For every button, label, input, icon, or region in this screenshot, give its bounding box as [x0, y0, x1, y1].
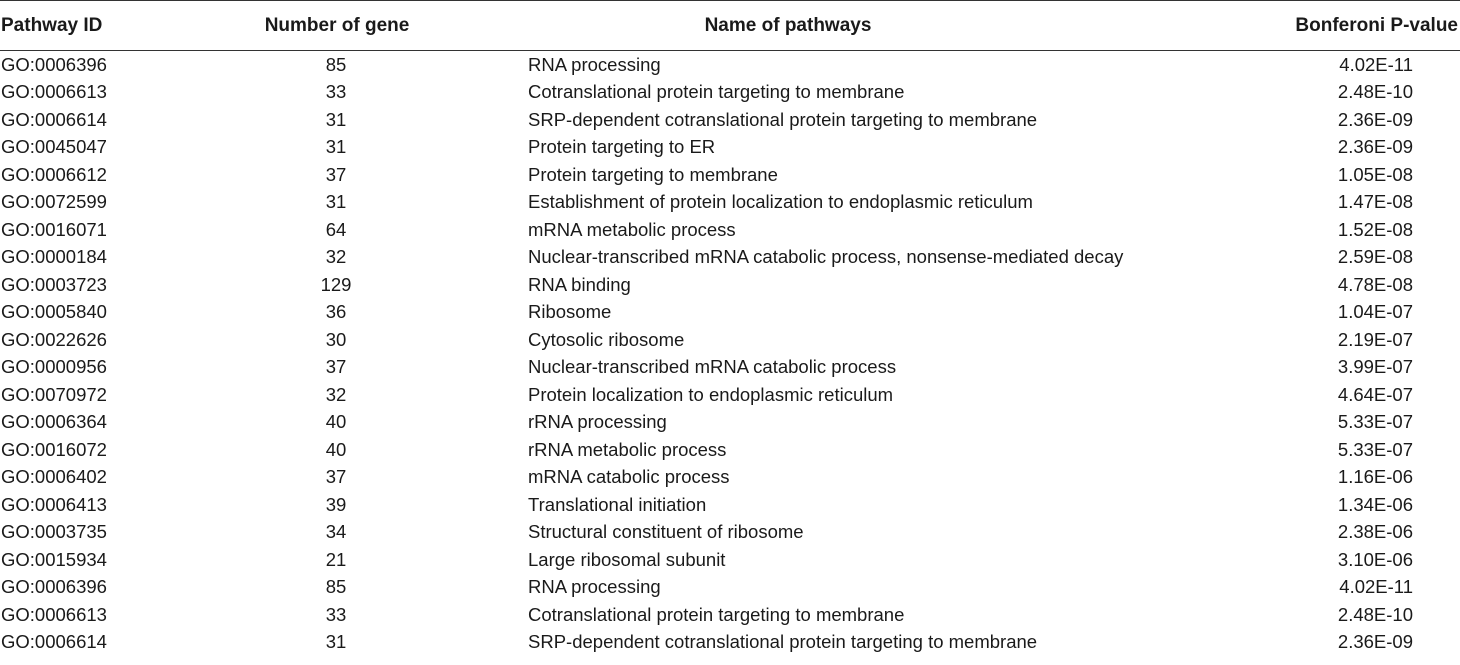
table-row [0, 381, 1460, 409]
pathway-name-cell: Nuclear-transcribed mRNA catabolic process [528, 356, 897, 378]
gene-count-cell: 34 [325, 521, 347, 543]
gene-count-cell: 32 [325, 383, 347, 405]
pathway-name-cell: Cytosolic ribosome [528, 328, 685, 350]
pathway-id-cell: GO:0003723 [1, 273, 107, 295]
table-header [0, 1, 1460, 51]
header-name-of-pathways: Name of pathways [460, 1, 1060, 51]
p-value-cell: 2.36E-09 [1337, 631, 1413, 653]
pathway-id-cell: GO:0006402 [1, 466, 107, 488]
pathway-name-cell: RNA binding [528, 273, 631, 295]
pathway-id-cell: GO:0006413 [1, 493, 107, 515]
header-bonferroni-p-value: Bonferoni P-value [1060, 1, 1460, 51]
p-value-cell: 5.33E-07 [1337, 438, 1413, 460]
table-row [0, 518, 1460, 546]
table-row [0, 353, 1460, 381]
gene-count-cell: 40 [325, 411, 347, 433]
gene-count-cell: 33 [325, 81, 347, 103]
table-row [0, 106, 1460, 134]
table-row [0, 216, 1460, 244]
pathway-id-cell: GO:0015934 [1, 548, 107, 570]
p-value-cell: 2.48E-10 [1337, 603, 1413, 625]
p-value-cell: 4.02E-11 [1339, 576, 1413, 598]
pathway-id-cell: GO:0016071 [1, 218, 107, 240]
pathway-id-cell: GO:0006613 [1, 603, 107, 625]
header-row [0, 1, 1460, 51]
pathway-name-cell: Protein targeting to ER [528, 136, 716, 158]
p-value-cell: 1.04E-07 [1337, 301, 1413, 323]
p-value-cell: 4.02E-11 [1339, 54, 1413, 75]
gene-count-cell: 31 [325, 191, 347, 213]
pathway-id-cell: GO:0022626 [1, 328, 107, 350]
pathway-id-cell: GO:0006396 [1, 576, 107, 598]
p-value-cell: 2.36E-09 [1337, 136, 1413, 158]
gene-count-cell: 36 [325, 301, 347, 323]
table-row [0, 408, 1460, 436]
p-value-cell: 1.47E-08 [1337, 191, 1413, 213]
pathway-id-cell: GO:0016072 [1, 438, 107, 460]
pathway-id-cell: GO:0000956 [1, 356, 107, 378]
p-value-cell: 2.36E-09 [1337, 108, 1413, 130]
header-pathway-id: Pathway ID [0, 1, 210, 51]
table-row [0, 573, 1460, 601]
gene-count-cell: 32 [325, 246, 347, 268]
gene-count-cell: 30 [325, 328, 347, 350]
table-row [0, 326, 1460, 354]
pathway-name-cell: rRNA processing [528, 411, 667, 433]
pathway-id-cell: GO:0006396 [1, 54, 107, 75]
table-row [0, 628, 1460, 656]
pathway-name-cell: Ribosome [528, 301, 612, 323]
gene-count-cell: 37 [325, 466, 347, 488]
gene-count-cell: 39 [325, 493, 347, 515]
pathway-name-cell: Cotranslational protein targeting to membrane [528, 603, 905, 625]
pathway-name-cell: RNA processing [528, 54, 661, 75]
p-value-cell: 4.78E-08 [1337, 273, 1413, 295]
gene-count-cell: 33 [325, 603, 347, 625]
p-value-cell: 1.05E-08 [1337, 163, 1413, 185]
p-value-cell: 1.16E-06 [1337, 466, 1413, 488]
pathway-id-cell: GO:0072599 [1, 191, 107, 213]
gene-count-cell: 31 [325, 136, 347, 158]
table-row [0, 463, 1460, 491]
table-row [0, 546, 1460, 574]
gene-count-cell: 85 [325, 54, 347, 75]
gene-count-cell: 21 [325, 548, 347, 570]
pathway-id-cell: GO:0000184 [1, 246, 107, 268]
pathway-name-cell: Structural constituent of ribosome [528, 521, 804, 543]
table-row [0, 133, 1460, 161]
pathway-name-cell: rRNA metabolic process [528, 438, 727, 460]
p-value-cell: 2.19E-07 [1337, 328, 1413, 350]
gene-count-cell: 64 [325, 218, 347, 240]
pathway-name-cell: mRNA catabolic process [528, 466, 730, 488]
pathway-name-cell: Large ribosomal subunit [528, 548, 726, 570]
pathway-id-cell: GO:0045047 [1, 136, 107, 158]
pathway-id-cell: GO:0006614 [1, 108, 107, 130]
p-value-cell: 1.34E-06 [1337, 493, 1413, 515]
pathway-name-cell: Nuclear-transcribed mRNA catabolic process, nonsense-mediated decay [528, 246, 1124, 268]
pathway-name-cell: Cotranslational protein targeting to membrane [528, 81, 905, 103]
pathway-id-cell: GO:0003735 [1, 521, 107, 543]
pathway-id-cell: GO:0070972 [1, 383, 107, 405]
pathway-name-cell: SRP-dependent cotranslational protein targeting to membrane [528, 631, 1038, 653]
header-number-of-gene: Number of gene [210, 1, 460, 51]
gene-count-cell: 31 [325, 108, 347, 130]
table-row [0, 601, 1460, 629]
table-body [0, 51, 1460, 656]
table-row [0, 243, 1460, 271]
gene-count-cell: 129 [320, 273, 352, 295]
table-row [0, 491, 1460, 519]
p-value-cell: 2.59E-08 [1337, 246, 1413, 268]
pathway-name-cell: Translational initiation [528, 493, 707, 515]
pathway-name-cell: mRNA metabolic process [528, 218, 736, 240]
p-value-cell: 3.99E-07 [1337, 356, 1413, 378]
table-row [0, 78, 1460, 106]
p-value-cell: 5.33E-07 [1337, 411, 1413, 433]
gene-count-cell: 40 [325, 438, 347, 460]
pathway-name-cell: Protein targeting to membrane [528, 163, 778, 185]
table-row [0, 436, 1460, 464]
gene-count-cell: 31 [325, 631, 347, 653]
table-row [0, 298, 1460, 326]
p-value-cell: 1.52E-08 [1337, 218, 1413, 240]
pathway-id-cell: GO:0006612 [1, 163, 107, 185]
pathway-name-cell: RNA processing [528, 576, 661, 598]
p-value-cell: 2.38E-06 [1337, 521, 1413, 543]
pathway-id-cell: GO:0006613 [1, 81, 107, 103]
pathway-name-cell: Establishment of protein localization to endoplasmic reticulum [528, 191, 1033, 213]
gene-count-cell: 85 [325, 576, 347, 598]
gene-count-cell: 37 [325, 163, 347, 185]
pathway-id-cell: GO:0006364 [1, 411, 107, 433]
table-row [0, 161, 1460, 189]
pathway-name-cell: Protein localization to endoplasmic reticulum [528, 383, 894, 405]
pathway-name-cell: SRP-dependent cotranslational protein targeting to membrane [528, 108, 1038, 130]
pathway-id-cell: GO:0006614 [1, 631, 107, 653]
table-row [0, 51, 1460, 79]
table-row [0, 271, 1460, 299]
p-value-cell: 2.48E-10 [1337, 81, 1413, 103]
table-row [0, 188, 1460, 216]
p-value-cell: 4.64E-07 [1337, 383, 1413, 405]
gene-count-cell: 37 [325, 356, 347, 378]
p-value-cell: 3.10E-06 [1337, 548, 1413, 570]
pathway-id-cell: GO:0005840 [1, 301, 107, 323]
